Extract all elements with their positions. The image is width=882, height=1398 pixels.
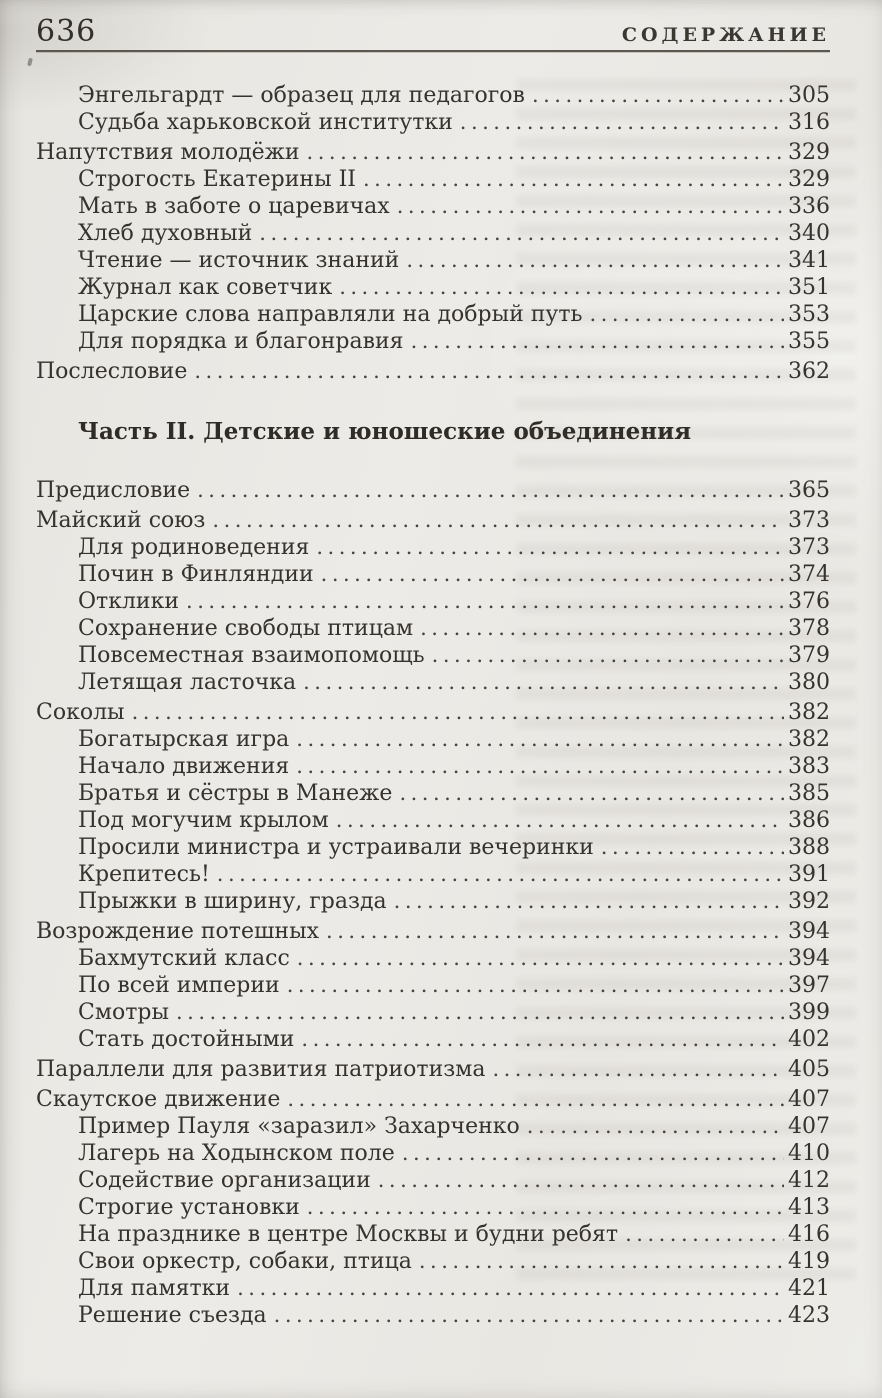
toc-entry-page: 373 bbox=[788, 508, 830, 533]
toc-entry-page: 410 bbox=[788, 1141, 830, 1166]
toc-entry bbox=[36, 861, 830, 888]
toc-entry bbox=[36, 534, 830, 561]
part-heading: Часть II. Детские и юношеские объединения bbox=[78, 418, 692, 445]
toc-entry bbox=[36, 1056, 830, 1083]
toc-entry-page: 399 bbox=[788, 1000, 830, 1025]
dot-leader bbox=[406, 247, 784, 274]
toc-entry-title: Свои оркестр, собаки, птица bbox=[78, 1249, 412, 1274]
toc-entry bbox=[36, 588, 830, 615]
toc-entry-page: 416 bbox=[788, 1222, 830, 1247]
toc-entry-title: Богатырская игра bbox=[78, 727, 290, 752]
toc-entry-title: По всей империи bbox=[78, 973, 280, 998]
toc-entry-page: 402 bbox=[788, 1027, 830, 1052]
dot-leader bbox=[397, 193, 784, 220]
toc-entry-page: 423 bbox=[788, 1303, 830, 1328]
dot-leader bbox=[378, 1167, 784, 1194]
toc-entry-title: Мать в заботе о царевичах bbox=[78, 194, 390, 219]
toc-entry-title: Параллели для развития патриотизма bbox=[36, 1057, 486, 1082]
toc-entry-title: Майский союз bbox=[36, 508, 206, 533]
dot-leader bbox=[217, 861, 784, 888]
toc-entry-title: Повсеместная взаимопомощь bbox=[78, 643, 425, 668]
toc-entry-title: Бахмутский класс bbox=[78, 946, 290, 971]
dot-leader bbox=[237, 1275, 784, 1302]
dot-leader bbox=[432, 642, 784, 669]
toc-entry-page: 382 bbox=[788, 700, 830, 725]
toc-entry-page: 382 bbox=[788, 727, 830, 752]
toc-entry-title: Сохранение свободы птицам bbox=[78, 616, 414, 641]
toc-entry bbox=[36, 726, 830, 753]
dot-leader bbox=[287, 1086, 784, 1113]
dot-leader bbox=[326, 918, 784, 945]
toc-entry-title: Начало движения bbox=[78, 754, 290, 779]
toc-entry-title: Строгие установки bbox=[78, 1195, 300, 1220]
dot-leader bbox=[296, 726, 784, 753]
toc-entry-page: 380 bbox=[788, 670, 830, 695]
dot-leader bbox=[297, 945, 784, 972]
toc-entry-title: Хлеб духовный bbox=[78, 221, 253, 246]
toc-entry-page: 341 bbox=[788, 248, 830, 273]
toc-entry-title: Напутствия молодёжи bbox=[36, 140, 300, 165]
toc-entry-page: 419 bbox=[788, 1249, 830, 1274]
toc-entry-page: 329 bbox=[788, 167, 830, 192]
toc-entry-title: Лагерь на Ходынском поле bbox=[78, 1141, 395, 1166]
dot-leader bbox=[339, 274, 784, 301]
toc-entry-page: 383 bbox=[788, 754, 830, 779]
toc-entry bbox=[36, 1113, 830, 1140]
toc-entry bbox=[36, 477, 830, 504]
toc-entry-page: 316 bbox=[788, 110, 830, 135]
page-number: 636 bbox=[36, 14, 97, 49]
toc-entry-title: Смотры bbox=[78, 1000, 169, 1025]
dot-leader bbox=[625, 1221, 784, 1248]
dot-leader bbox=[527, 1113, 784, 1140]
toc-entry-page: 405 bbox=[788, 1057, 830, 1082]
toc-entry-page: 351 bbox=[788, 275, 830, 300]
toc-entry bbox=[36, 669, 830, 696]
toc-entry bbox=[36, 753, 830, 780]
dot-leader bbox=[411, 328, 784, 355]
dot-leader bbox=[307, 1194, 784, 1221]
toc-entry-page: 336 bbox=[788, 194, 830, 219]
toc-entry-page: 378 bbox=[788, 616, 830, 641]
toc-entry-title: На празднике в центре Москвы и будни ребят bbox=[78, 1222, 619, 1247]
toc-entry-page: 421 bbox=[788, 1276, 830, 1301]
toc-entry-page: 394 bbox=[788, 946, 830, 971]
toc-entry-page: 412 bbox=[788, 1168, 830, 1193]
toc-entry bbox=[36, 109, 830, 136]
toc-entry bbox=[36, 1026, 830, 1053]
dot-leader bbox=[274, 1302, 784, 1329]
toc-entry-title: Судьба харьковской институтки bbox=[78, 110, 453, 135]
toc-entry-title: Стать достойными bbox=[78, 1027, 295, 1052]
toc-entry bbox=[36, 1086, 830, 1113]
toc-entry bbox=[36, 1140, 830, 1167]
dot-leader bbox=[402, 1140, 784, 1167]
toc-entry bbox=[36, 780, 830, 807]
dot-leader bbox=[301, 1026, 784, 1053]
toc-entry-page: 392 bbox=[788, 889, 830, 914]
toc-entry-title: Для памятки bbox=[78, 1276, 231, 1301]
toc-entry-title: Летящая ласточка bbox=[78, 670, 297, 695]
toc-entry-page: 376 bbox=[788, 589, 830, 614]
toc-entry-page: 397 bbox=[788, 973, 830, 998]
toc-entry bbox=[36, 82, 830, 109]
toc-entry-title: Прыжки в ширину, гразда bbox=[78, 889, 387, 914]
toc-entry bbox=[36, 642, 830, 669]
toc-entry bbox=[36, 945, 830, 972]
dot-leader bbox=[419, 1248, 784, 1275]
toc-entry-title: Предисловие bbox=[36, 478, 191, 503]
dot-leader bbox=[287, 972, 784, 999]
toc-entry bbox=[36, 615, 830, 642]
dot-leader bbox=[492, 1056, 784, 1083]
dot-leader bbox=[307, 139, 784, 166]
toc-entry bbox=[36, 328, 830, 355]
dot-leader bbox=[194, 358, 784, 385]
toc-entry-title: Просили министра и устраивали вечеринки bbox=[78, 835, 594, 860]
toc-entry-title: Возрождение потешных bbox=[36, 919, 320, 944]
toc-entry bbox=[36, 358, 830, 385]
dot-leader bbox=[590, 301, 785, 328]
toc-entry-title: Крепитесь! bbox=[78, 862, 210, 887]
toc-entry bbox=[36, 1167, 830, 1194]
toc-entry-page: 305 bbox=[788, 83, 830, 108]
toc-entry bbox=[36, 1221, 830, 1248]
toc-entry bbox=[36, 166, 830, 193]
toc-entry-page: 388 bbox=[788, 835, 830, 860]
toc-entry-title: Журнал как советчик bbox=[78, 275, 333, 300]
dot-leader bbox=[132, 699, 784, 726]
toc-entry-title: Содействие организации bbox=[78, 1168, 371, 1193]
toc-entry-title: Скаутское движение bbox=[36, 1087, 281, 1112]
page-header bbox=[36, 16, 830, 48]
toc-entry bbox=[36, 1248, 830, 1275]
dot-leader bbox=[212, 507, 784, 534]
toc-entry-page: 353 bbox=[788, 302, 830, 327]
dot-leader bbox=[460, 109, 784, 136]
dot-leader bbox=[601, 834, 784, 861]
toc-entry bbox=[36, 561, 830, 588]
toc-entry-title: Соколы bbox=[36, 700, 125, 725]
toc-list bbox=[36, 82, 830, 1329]
toc-entry-page: 365 bbox=[788, 478, 830, 503]
toc-entry-page: 340 bbox=[788, 221, 830, 246]
header-rule bbox=[36, 50, 830, 52]
dot-leader bbox=[296, 753, 784, 780]
toc-entry-page: 391 bbox=[788, 862, 830, 887]
toc-entry-page: 407 bbox=[788, 1114, 830, 1139]
toc-entry bbox=[36, 999, 830, 1026]
toc-entry bbox=[36, 918, 830, 945]
toc-entry-page: 329 bbox=[788, 140, 830, 165]
dot-leader bbox=[532, 82, 784, 109]
toc-entry-page: 374 bbox=[788, 562, 830, 587]
toc-entry-title: Братья и сёстры в Манеже bbox=[78, 781, 393, 806]
toc-entry-page: 379 bbox=[788, 643, 830, 668]
toc-entry bbox=[36, 888, 830, 915]
toc-entry-title: Послесловие bbox=[36, 359, 188, 384]
toc-entry bbox=[36, 507, 830, 534]
dot-leader bbox=[399, 780, 784, 807]
dot-leader bbox=[186, 588, 784, 615]
dot-leader bbox=[420, 615, 784, 642]
toc-entry-page: 394 bbox=[788, 919, 830, 944]
dot-leader bbox=[316, 534, 784, 561]
toc-entry bbox=[36, 139, 830, 166]
toc-entry-page: 362 bbox=[788, 359, 830, 384]
toc-entry bbox=[36, 301, 830, 328]
toc-entry bbox=[36, 699, 830, 726]
toc-entry-title: Пример Пауля «заразил» Захарченко bbox=[78, 1114, 520, 1139]
toc-entry-title: Чтение — источник знаний bbox=[78, 248, 400, 273]
toc-entry-title: Царские слова направляли на добрый путь bbox=[78, 302, 583, 327]
toc-entry-page: 413 bbox=[788, 1195, 830, 1220]
toc-entry bbox=[36, 193, 830, 220]
dot-leader bbox=[259, 220, 784, 247]
toc-entry bbox=[36, 807, 830, 834]
toc-entry-title: Строгость Екатерины II bbox=[78, 167, 356, 192]
toc-entry-title: Для порядка и благонравия bbox=[78, 329, 404, 354]
toc-entry bbox=[36, 834, 830, 861]
toc-entry-page: 373 bbox=[788, 535, 830, 560]
dot-leader bbox=[176, 999, 784, 1026]
toc-entry-title: Энгельгардт — образец для педагогов bbox=[78, 83, 525, 108]
toc-entry-title: Для родиноведения bbox=[78, 535, 310, 560]
scan-artifact-speck bbox=[27, 58, 33, 67]
toc-entry-page: 407 bbox=[788, 1087, 830, 1112]
toc-entry-title: Под могучим крылом bbox=[78, 808, 329, 833]
toc-entry-title: Решение съезда bbox=[78, 1303, 267, 1328]
toc-entry bbox=[36, 1194, 830, 1221]
toc-entry bbox=[36, 274, 830, 301]
dot-leader bbox=[197, 477, 784, 504]
toc-entry bbox=[36, 1275, 830, 1302]
toc-entry-title: Отклики bbox=[78, 589, 180, 614]
toc-entry bbox=[36, 220, 830, 247]
toc-entry-page: 386 bbox=[788, 808, 830, 833]
toc-entry-page: 385 bbox=[788, 781, 830, 806]
dot-leader bbox=[321, 561, 784, 588]
toc-entry bbox=[36, 972, 830, 999]
dot-leader bbox=[363, 166, 784, 193]
dot-leader bbox=[303, 669, 784, 696]
toc-entry bbox=[36, 247, 830, 274]
toc-entry-page: 355 bbox=[788, 329, 830, 354]
running-title: СОДЕРЖАНИЕ bbox=[621, 24, 830, 46]
dot-leader bbox=[336, 807, 784, 834]
dot-leader bbox=[394, 888, 784, 915]
toc-entry-title: Почин в Финляндии bbox=[78, 562, 314, 587]
toc-entry bbox=[36, 1302, 830, 1329]
